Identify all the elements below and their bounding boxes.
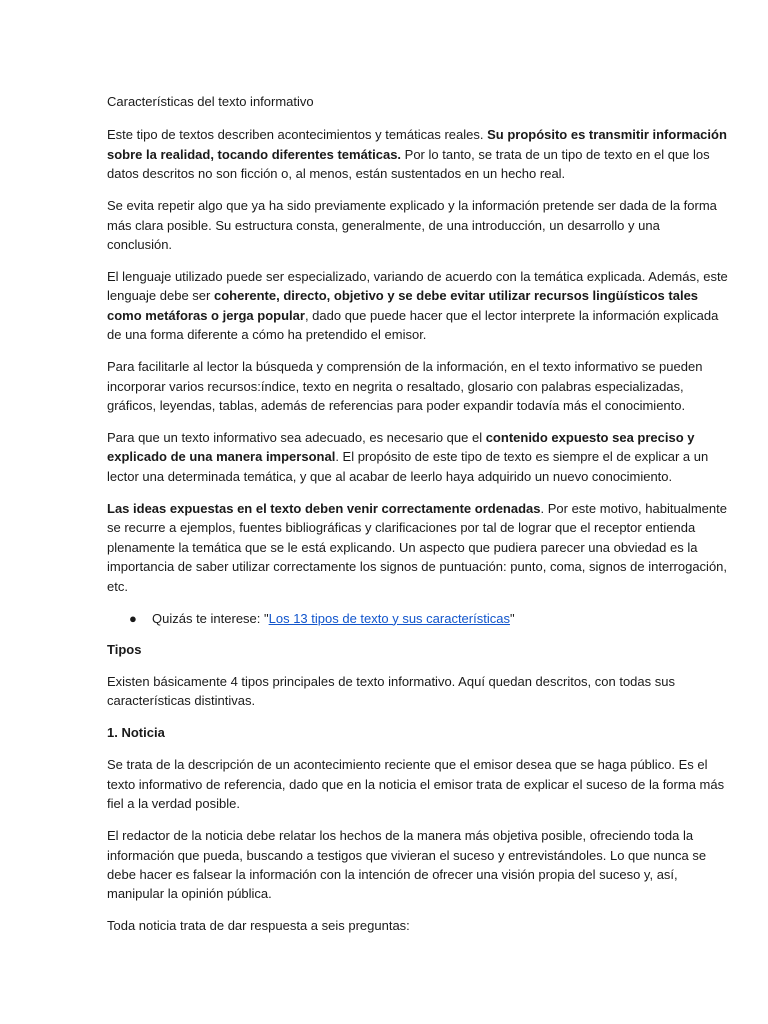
paragraph-noticia-writer: El redactor de la noticia debe relatar los hechos de la manera más objetiva posible, ofreciendo toda la información que pueda, buscando a testigos que vivieran el suceso y entrevistándoles. Lo que nunca se debe hacer es falsear la información con la intención de ofrecer una visión propia del suceso y, así, manipular la opinión pública.: [107, 828, 707, 902]
paragraph-intro: [107, 125, 728, 183]
text-run: Este tipo de textos describen acontecimientos y temáticas reales.: [107, 127, 488, 143]
paragraph-noticia-definition: Se trata de la descripción de un acontecimiento reciente que el emisor desea que se haga público. Es el texto informativo de referencia, dado que en la noticia el emisor trata de explicar el suceso de la forma más fiel a la verdad posible.: [107, 757, 725, 812]
bold-text-run: contenido expuesto sea preciso y explicado de una manera impersonal: [107, 430, 695, 465]
text-run: Por lo tanto, se trata de un tipo de texto en el que los datos descritos no son ficción o, al menos, están sustentados en un hecho real.: [107, 146, 710, 182]
paragraph-types: Existen básicamente 4 tipos principales de texto informativo. Aquí quedan descritos, con todas sus características distintivas.: [107, 673, 675, 709]
bullet-icon: ●: [129, 610, 137, 626]
paragraph-structure: Se evita repetir algo que ya ha sido previamente explicado y la información pretende ser dada de la forma más clara posible. Su estructura consta, generalmente, de una introducción, un desarrollo y una conclusión.: [107, 198, 717, 253]
text-run: ": [509, 610, 515, 626]
text-run: , dado que puede hacer que el lector interprete la información explicada de una forma diferente a cómo ha pretendido el emisor.: [107, 307, 719, 343]
text-run: El lenguaje utilizado puede ser especializado, variando de acuerdo con la temática explicada. Además, este lenguaje debe ser: [107, 269, 728, 304]
related-article-link[interactable]: Los 13 tipos de texto y sus características: [268, 610, 510, 626]
text-run: . Por este motivo, habitualmente se recurre a ejemplos, fuentes bibliográficas y clarificaciones por tal de lograr que el receptor entienda plenamente la temática que se le está explicando. Un aspecto que pudiera parecer una obviedad es la importancia de saber utilizar correctamente los signos de puntuación: punto, coma, signos de interrogación, etc.: [107, 500, 728, 594]
section-heading-tipos: Tipos: [107, 641, 142, 657]
paragraph-adequacy: [107, 428, 728, 486]
bold-text-run: coherente, directo, objetivo y se debe evitar utilizar recursos lingüísticos tales como metáforas o jerga popular: [107, 288, 699, 323]
document-title: Características del texto informativo: [107, 94, 314, 109]
bold-text-run: Las ideas expuestas en el texto deben venir correctamente ordenadas: [107, 500, 541, 516]
paragraph-language: [107, 267, 728, 345]
paragraph-noticia-questions: Toda noticia trata de dar respuesta a seis preguntas:: [107, 918, 410, 934]
text-run: Para que un texto informativo sea adecuado, es necesario que el: [107, 430, 486, 446]
related-link-item: [107, 609, 728, 628]
paragraph-order: [107, 499, 728, 596]
text-run: Quizás te interese: ": [152, 610, 269, 626]
bold-text-run: Su propósito es transmitir información sobre la realidad, tocando diferentes temáticas.: [107, 127, 727, 162]
section-heading-noticia: 1. Noticia: [107, 725, 165, 741]
paragraph-resources: Para facilitarle al lector la búsqueda y comprensión de la información, en el texto informativo se pueden incorporar varios recursos:índice, texto en negrita o resaltado, glosario con palabras especializadas, gráficos, leyendas, tablas, además de referencias para poder expandir todavía más el conocimiento.: [107, 359, 703, 414]
text-run: . El propósito de este tipo de texto es siempre el de explicar a un lector una determinada temática, y que al acabar de leerlo haya adquirido un nuevo conocimiento.: [107, 449, 709, 484]
